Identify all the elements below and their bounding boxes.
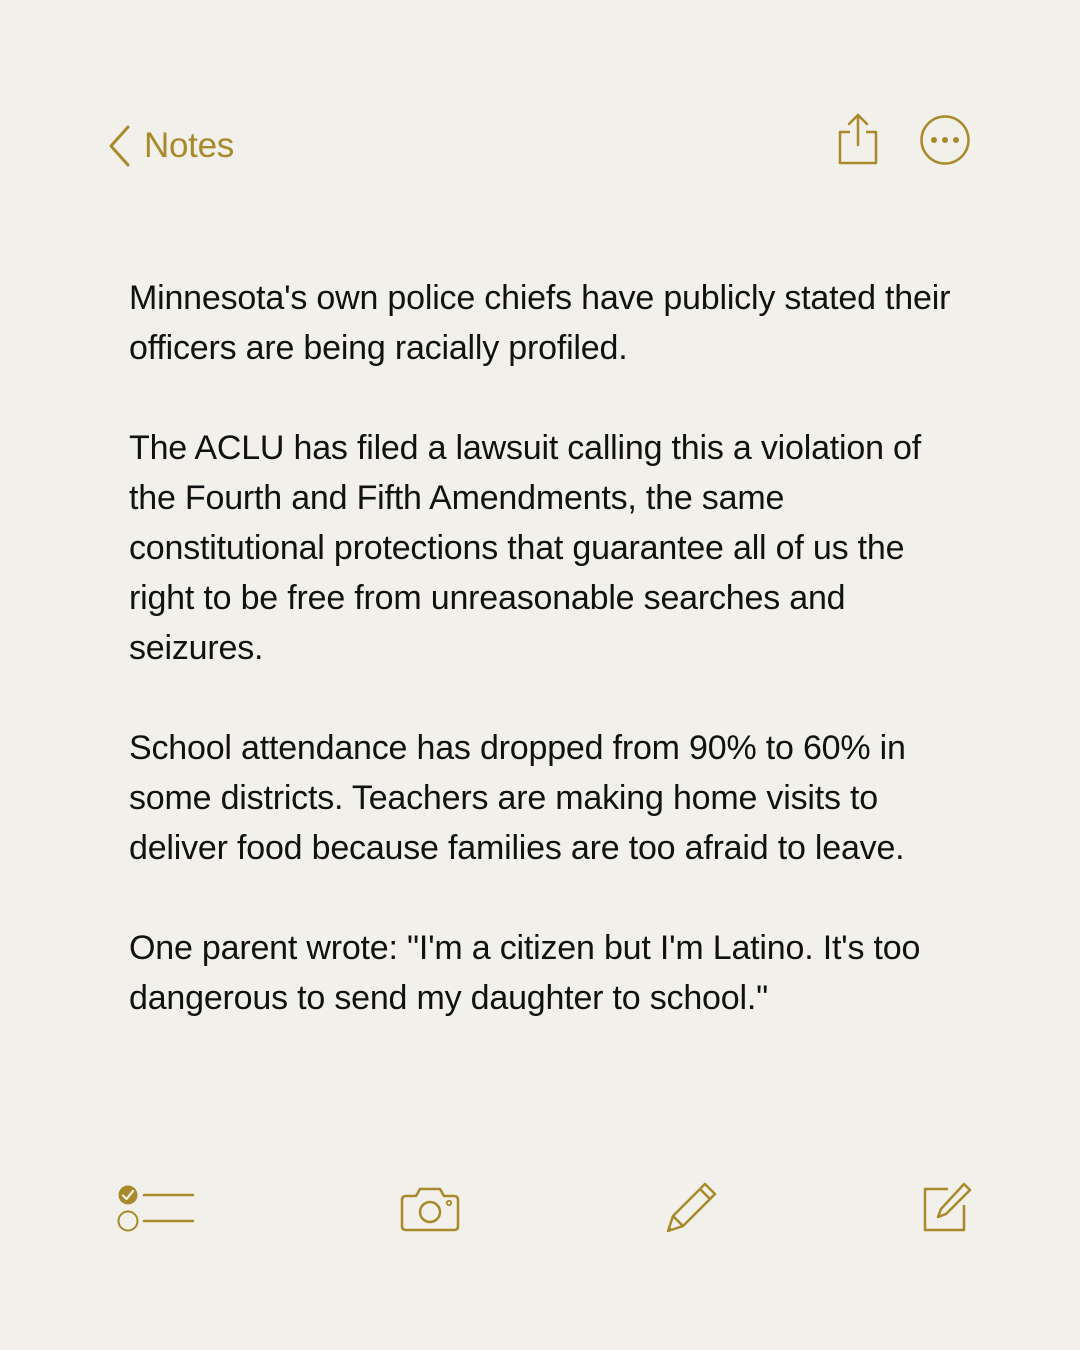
camera-button[interactable] <box>399 1184 461 1234</box>
checklist-button[interactable] <box>116 1183 196 1243</box>
note-paragraph: Minnesota's own police chiefs have publicly stated their officers are being racially profiled. <box>129 279 951 367</box>
ellipsis-circle-icon <box>918 113 972 167</box>
markup-button[interactable] <box>663 1179 721 1237</box>
note-paragraph: School attendance has dropped from 90% to 60% in some districts. Teachers are making home visits to deliver food because families are too afraid to leave. <box>129 729 906 867</box>
bottom-toolbar <box>0 1175 1080 1245</box>
note-paragraph: One parent wrote: "I'm a citizen but I'm Latino. It's too dangerous to send my daughter to school." <box>129 929 921 1017</box>
back-button[interactable] <box>106 120 234 172</box>
more-options-button[interactable] <box>918 113 972 167</box>
compose-button[interactable] <box>920 1181 974 1235</box>
note-body[interactable] <box>129 273 959 1073</box>
chevron-left-icon <box>106 124 132 168</box>
note-paragraph: The ACLU has filed a lawsuit calling this a violation of the Fourth and Fifth Amendments, the same constitutional protections that guarantee all of us the right to be free from unreasonable searches and seizures. <box>129 429 922 667</box>
pencil-markup-icon <box>663 1179 721 1237</box>
compose-icon <box>920 1181 974 1235</box>
checklist-icon <box>116 1183 196 1243</box>
navigation-bar <box>0 110 1080 180</box>
camera-icon <box>399 1184 461 1234</box>
back-button-label: Notes <box>144 126 234 165</box>
share-icon <box>835 112 881 166</box>
share-button[interactable] <box>835 112 881 166</box>
